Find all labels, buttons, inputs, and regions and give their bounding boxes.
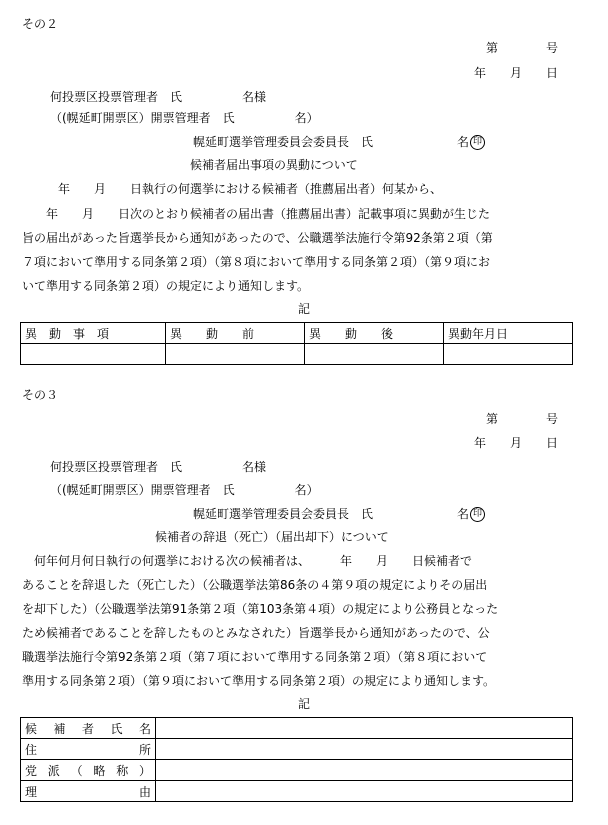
section3-candidate-table [20,717,573,802]
section2-ki: 記 [297,302,310,316]
section2-title: 候補者届出事項の異動について [190,158,358,172]
table-cell [156,760,573,781]
table-cell [305,344,444,365]
table-cell [156,718,573,739]
table-row [21,739,573,760]
section3-heading: その３ [22,388,59,402]
row-label-text: 候 補 者 氏 名 [25,721,151,736]
section2-body-line-2: 年 月 日次のとおり候補者の届出書（推薦届出書）記載事項に異動が生じた [22,207,491,221]
table-row [21,718,573,739]
section3-ki: 記 [297,697,310,711]
section2-body-line-1: 年 月 日執行の何選挙における候補者（推薦届出者）何某から、 [22,182,443,196]
section3-sender [193,506,485,522]
section3-body-line-2: あることを辞退した（死亡した）（公職選挙法第86条の４第９項の規定によりその届出 [22,578,488,592]
section2-addressee-sub: （(幌延町開票区）開票管理者 氏 名） [50,111,319,125]
section3-title: 候補者の辞退（死亡）（届出却下）について [155,530,389,544]
table-header-cell: 異 動 後 [305,323,444,344]
table-cell [156,781,573,802]
section3-body-line-6: 準用する同条第２項）（第９項において準用する同条第２項）の規定により通知します。 [22,674,496,688]
table-header-cell: 異 動 事 項 [21,323,166,344]
section3-body-line-1: 何年何月何日執行の何選挙における次の候補者は、 年 月 日候補者で [22,554,473,568]
table-row [21,760,573,781]
table-cell [444,344,573,365]
section2-addressee: 何投票区投票管理者 氏 名様 [50,90,267,104]
table-cell [21,344,166,365]
section3-date-line: 年 月 日 [473,436,558,450]
table-header-cell: 異 動 前 [166,323,305,344]
table-header-row [21,323,573,344]
section2-body-line-5: いて準用する同条第２項）の規定により通知します。 [22,279,310,293]
table-cell [156,739,573,760]
table-cell [166,344,305,365]
section2-sender [193,134,485,150]
seal-mark-icon: 印 [470,507,485,522]
table-header-cell: 異動年月日 [444,323,573,344]
section2-sender-text: 幌延町選挙管理委員会委員長 氏 名 [193,135,470,149]
table-row-label [21,739,156,760]
section3-body-line-5: 職選挙法施行令第92条第２項（第７項において準用する同条第２項）（第８項において [22,650,488,664]
table-row-label [21,781,156,802]
table-row-label [21,718,156,739]
section3-sender-text: 幌延町選挙管理委員会委員長 氏 名 [193,507,470,521]
section2-date-line: 年 月 日 [473,66,558,80]
row-label-text: 住 所 [25,742,151,757]
section3-addressee-sub: （(幌延町開票区）開票管理者 氏 名） [50,483,319,497]
section2-change-table [20,322,573,365]
table-row [21,781,573,802]
section3-body-line-4: ため候補者であることを辞したものとみなされた）旨選挙長から通知があったので、公 [22,626,490,640]
section2-number-line: 第 号 [485,41,558,55]
section2-body-line-4: ７項において準用する同条第２項）（第８項において準用する同条第２項）（第９項にお [22,255,491,269]
table-row [21,344,573,365]
table-row-label [21,760,156,781]
section3-addressee: 何投票区投票管理者 氏 名様 [50,460,267,474]
row-label-text: 党 派 （ 略 称 ） [25,763,151,778]
seal-mark-icon: 印 [470,135,485,150]
section3-body-line-3: を却下した）（公職選挙法第91条第２項（第103条第４項）の規定により公務員となった [22,602,499,616]
section2-heading: その２ [22,17,59,31]
row-label-text: 理 由 [25,784,151,799]
section3-number-line: 第 号 [485,412,558,426]
section2-body-line-3: 旨の届出があった旨選挙長から通知があったので、公職選挙法施行令第92条第２項（第 [22,231,493,245]
